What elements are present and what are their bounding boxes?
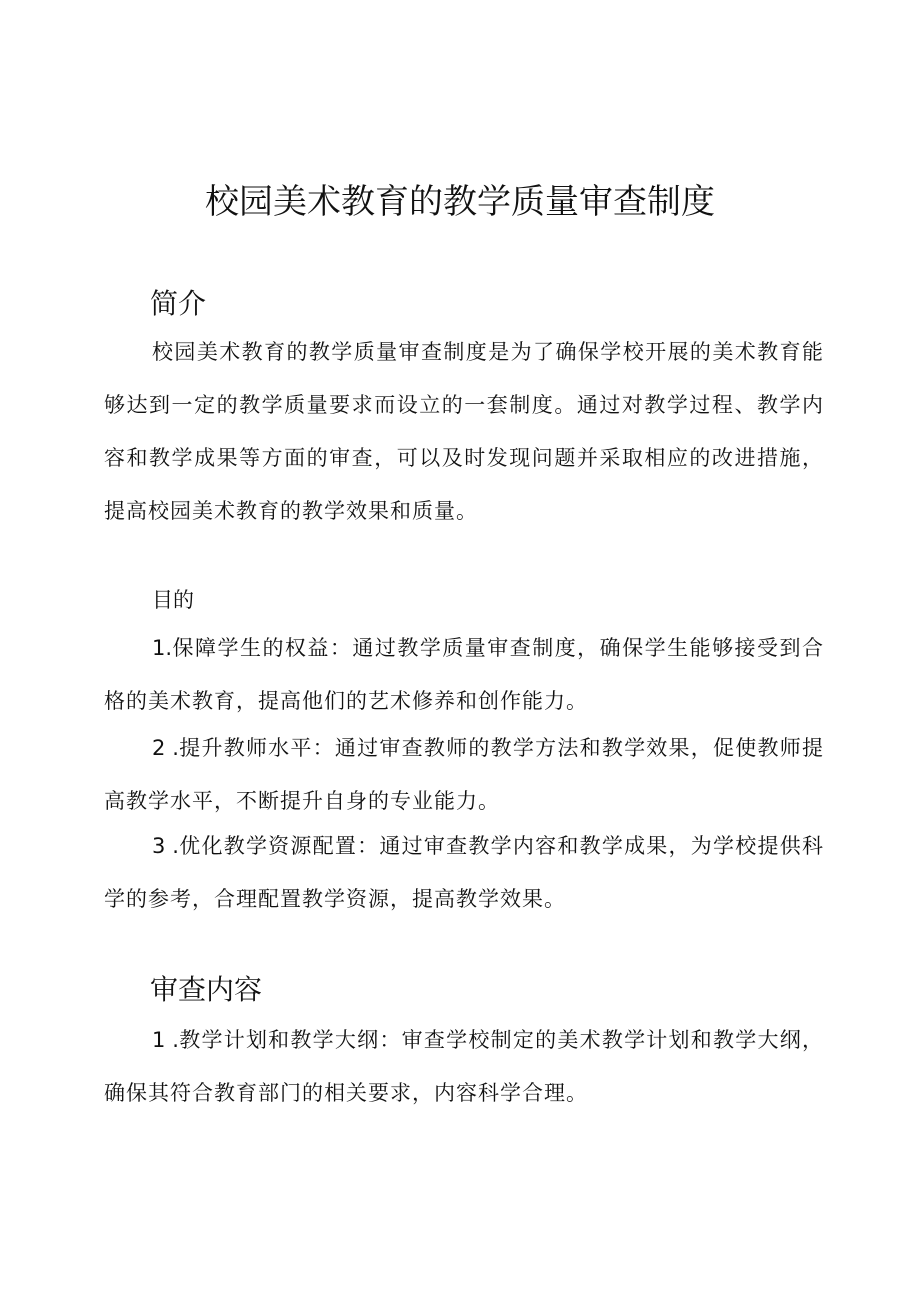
review-item-1: [104, 1014, 824, 1120]
document-title: 校园美术教育的教学质量审查制度: [205, 182, 715, 222]
purpose-item-1-number: 1.: [152, 636, 173, 660]
review-item-1-number: 1 .: [152, 1028, 179, 1052]
purpose-item-3-number: 3 .: [152, 834, 179, 858]
purpose-item-2-text: 提升教师水平：通过审查教师的教学方法和教学效果，促使教师提高教学水平，不断提升自身的专业能力。: [104, 736, 825, 813]
review-heading: 审查内容: [150, 973, 263, 1006]
purpose-item-2-number: 2 .: [152, 736, 179, 760]
purpose-item-3-text: 优化教学资源配置：通过审查教学内容和教学成果，为学校提供科学的参考，合理配置教学资源，提高教学效果。: [104, 834, 825, 911]
purpose-item-2: [104, 722, 824, 828]
purpose-item-1-text: 保障学生的权益：通过教学质量审查制度，确保学生能够接受到合格的美术教育，提高他们的艺术修养和创作能力。: [104, 636, 824, 713]
intro-heading: 简介: [150, 287, 207, 320]
purpose-item-1: [104, 622, 824, 728]
intro-paragraph: 校园美术教育的教学质量审查制度是为了确保学校开展的美术教育能够达到一定的教学质量要求而设立的一套制度。通过对教学过程、教学内容和教学成果等方面的审查，可以及时发现问题并采取相应的改进措施，提高校园美术教育的教学效果和质量。: [104, 340, 824, 523]
purpose-item-3: [104, 820, 824, 926]
review-item-1-text: 教学计划和教学大纲：审查学校制定的美术教学计划和教学大纲，确保其符合教育部门的相关要求，内容科学合理。: [104, 1028, 825, 1105]
purpose-heading: 目的: [152, 588, 194, 612]
